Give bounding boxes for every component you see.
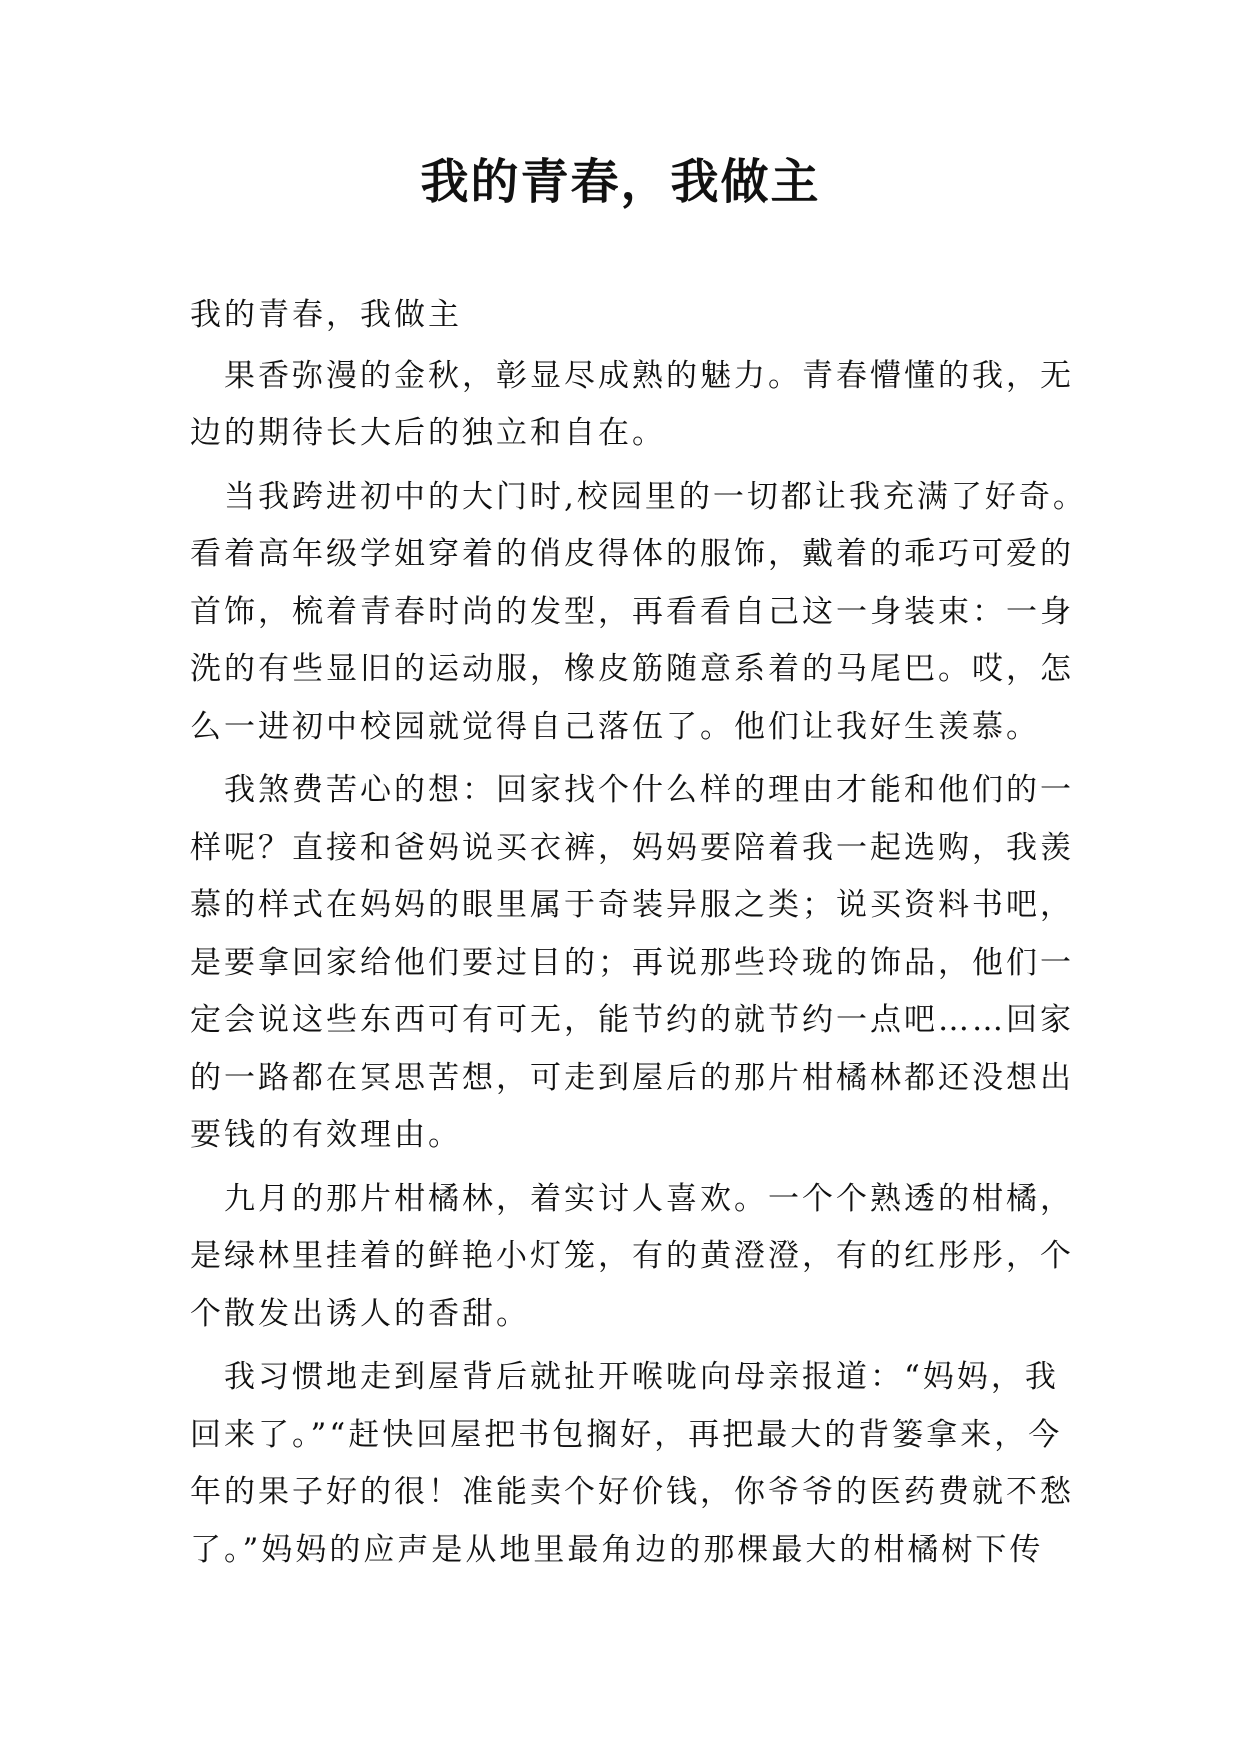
paragraph <box>190 348 1074 463</box>
text-line: 看着高年级学姐穿着的俏皮得体的服饰，戴着的乖巧可爱的 <box>190 536 1074 572</box>
document-body <box>190 287 1087 1585</box>
text-line: 我的青春，我做主 <box>190 297 462 333</box>
text-line: 我习惯地走到屋背后就扯开喉咙向母亲报道：“妈妈，我 <box>224 1359 1059 1395</box>
text-line: 个散发出诱人的香甜。 <box>190 1295 530 1332</box>
text-line: 慕的样式在妈妈的眼里属于奇装异服之类；说买资料书吧， <box>190 887 1074 923</box>
text-line: 我煞费苦心的想：回家找个什么样的理由才能和他们的一 <box>224 772 1074 808</box>
text-line: 果香弥漫的金秋，彰显尽成熟的魅力。青春懵懂的我，无 <box>224 357 1074 394</box>
document-heading-line <box>190 287 1070 345</box>
paragraph <box>190 469 1087 757</box>
paragraph <box>190 1349 1074 1579</box>
text-line: 当我跨进初中的大门时,校园里的一切都让我充满了好奇。 <box>224 478 1087 515</box>
text-line: 首饰，梳着青春时尚的发型，再看看自己这一身装束：一身 <box>190 593 1074 630</box>
text-line: 了。”妈妈的应声是从地里最角边的那棵最大的柑橘树下传 <box>190 1531 1044 1568</box>
text-line: 边的期待长大后的独立和自在。 <box>190 415 666 451</box>
text-line: 回来了。”“赶快回屋把书包搁好，再把最大的背篓拿来，今 <box>190 1416 1063 1453</box>
text-line: 九月的那片柑橘林，着实讨人喜欢。一个个熟透的柑橘， <box>224 1180 1074 1217</box>
text-line: 样呢？直接和爸妈说买衣裤，妈妈要陪着我一起选购，我羡 <box>190 829 1074 866</box>
text-line: 么一进初中校园就觉得自己落伍了。他们让我好生羡慕。 <box>190 708 1040 745</box>
text-line: 定会说这些东西可有可无，能节约的就节约一点吧……回家 <box>190 1002 1074 1038</box>
paragraph <box>190 1171 1074 1344</box>
text-line: 是绿林里挂着的鲜艳小灯笼，有的黄澄澄，有的红彤彤，个 <box>190 1238 1074 1274</box>
text-line: 是要拿回家给他们要过目的；再说那些玲珑的饰品，他们一 <box>190 944 1074 981</box>
document-title: 我的青春，我做主 <box>420 154 821 210</box>
text-line: 要钱的有效理由。 <box>190 1117 462 1153</box>
text-line: 的一路都在冥思苦想，可走到屋后的那片柑橘林都还没想出 <box>190 1059 1074 1096</box>
text-line: 年的果子好的很！准能卖个好价钱，你爷爷的医药费就不愁 <box>190 1474 1074 1510</box>
text-line: 洗的有些显旧的运动服，橡皮筋随意系着的马尾巴。哎，怎 <box>190 651 1074 687</box>
paragraph <box>190 762 1074 1165</box>
